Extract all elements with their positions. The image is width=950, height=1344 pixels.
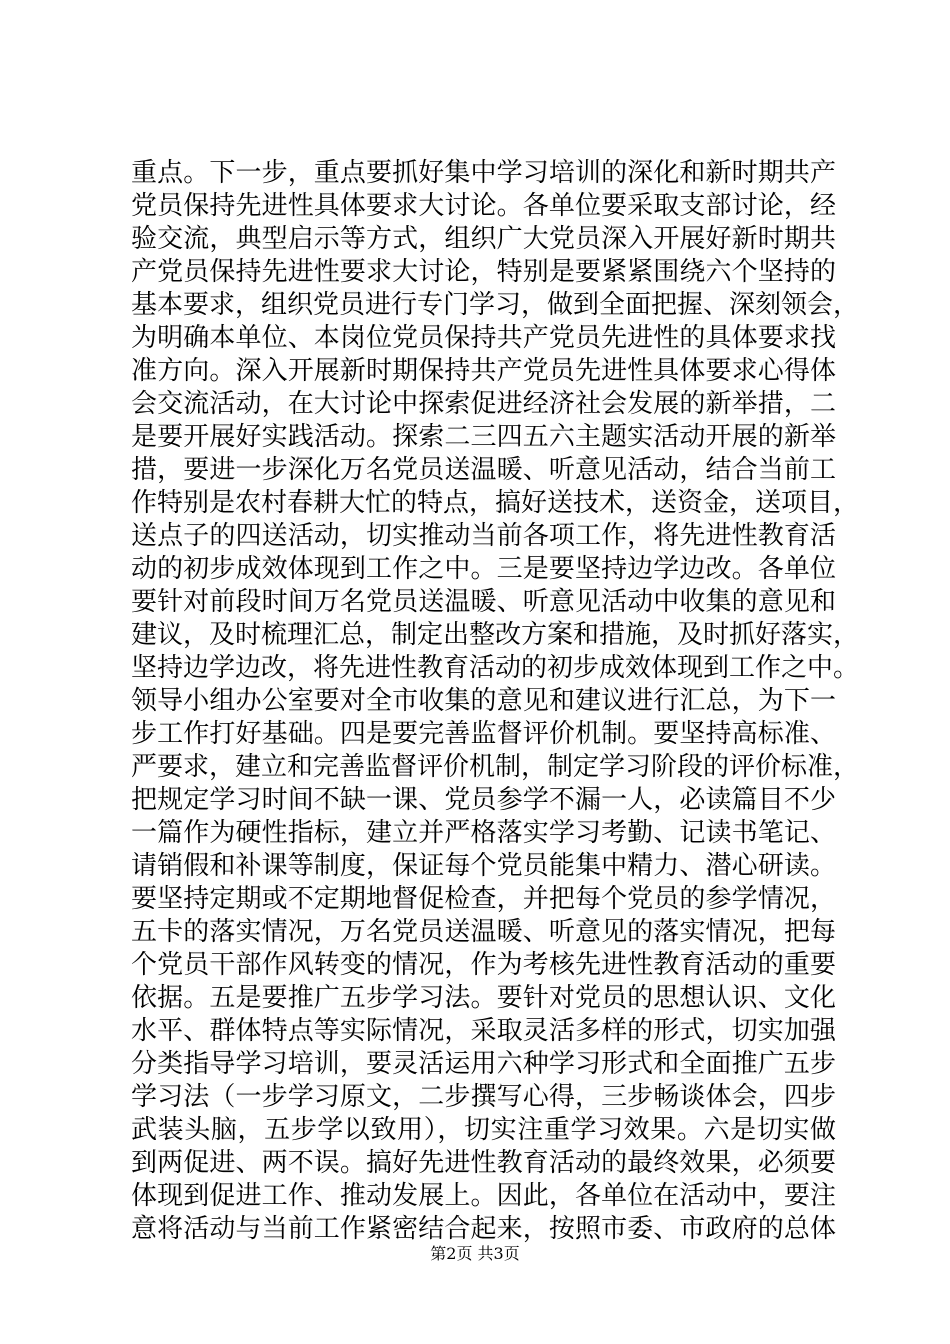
text-line: 是要开展好实践活动。探索二三四五六主题实活动开展的新举 [131,422,836,452]
text-line: 步工作打好基础。四是要完善监督评价机制。要坚持高标准、 [131,719,836,749]
text-line: 重点。下一步，重点要抓好集中学习培训的深化和新时期共产 [131,158,836,188]
text-line: 意将活动与当前工作紧密结合起来，按照市委、市政府的总体 [131,1214,836,1244]
text-line: 产党员保持先进性要求大讨论，特别是要紧紧围绕六个坚持的 [131,257,836,287]
text-line: 严要求，建立和完善监督评价机制，制定学习阶段的评价标准， [131,752,860,782]
text-line: 个党员干部作风转变的情况，作为考核先进性教育活动的重要 [131,950,836,980]
text-line: 准方向。深入开展新时期保持共产党员先进性具体要求心得体 [131,356,836,386]
text-line: 措，要进一步深化万名党员送温暖、听意见活动，结合当前工 [131,455,836,485]
text-line: 五卡的落实情况，万名党员送温暖、听意见的落实情况，把每 [131,917,836,947]
text-line: 会交流活动，在大讨论中探索促进经济社会发展的新举措，二 [131,389,836,419]
text-line: 党员保持先进性具体要求大讨论。各单位要采取支部讨论，经 [131,191,836,221]
text-line: 送点子的四送活动，切实推动当前各项工作，将先进性教育活 [131,521,836,551]
text-line: 要针对前段时间万名党员送温暖、听意见活动中收集的意见和 [131,587,836,617]
text-line: 要坚持定期或不定期地督促检查，并把每个党员的参学情况， [131,884,836,914]
text-line: 为明确本单位、本岗位党员保持共产党员先进性的具体要求找 [131,323,836,353]
text-line: 验交流，典型启示等方式，组织广大党员深入开展好新时期共 [131,224,836,254]
text-line: 水平、群体特点等实际情况，采取灵活多样的形式，切实加强 [131,1016,836,1046]
body-text [131,157,860,1246]
text-line: 坚持边学边改，将先进性教育活动的初步成效体现到工作之中。 [131,653,860,683]
text-line: 建议，及时梳理汇总，制定出整改方案和措施，及时抓好落实， [131,620,860,650]
text-line: 作特别是农村春耕大忙的特点，搞好送技术，送资金，送项目， [131,488,860,518]
text-line: 一篇作为硬性指标，建立并严格落实学习考勤、记读书笔记、 [131,818,836,848]
text-line: 体现到促进工作、推动发展上。因此，各单位在活动中，要注 [131,1181,836,1211]
text-line: 到两促进、两不误。搞好先进性教育活动的最终效果，必须要 [131,1148,836,1178]
text-line: 武装头脑，五步学以致用），切实注重学习效果。六是切实做 [131,1115,836,1145]
page-number-footer: 第2页 共3页 [430,1244,520,1263]
text-line: 学习法（一步学习原文，二步撰写心得，三步畅谈体会，四步 [131,1082,836,1112]
text-line: 动的初步成效体现到工作之中。三是要坚持边学边改。各单位 [131,554,836,584]
text-line: 把规定学习时间不缺一课、党员参学不漏一人，必读篇目不少 [131,785,836,815]
text-line: 分类指导学习培训，要灵活运用六种学习形式和全面推广五步 [131,1049,836,1079]
text-line: 基本要求，组织党员进行专门学习，做到全面把握、深刻领会， [131,290,860,320]
text-line: 请销假和补课等制度，保证每个党员能集中精力、潜心研读。 [131,851,836,881]
text-line: 依据。五是要推广五步学习法。要针对党员的思想认识、文化 [131,983,836,1013]
text-line: 领导小组办公室要对全市收集的意见和建议进行汇总，为下一 [131,686,836,716]
